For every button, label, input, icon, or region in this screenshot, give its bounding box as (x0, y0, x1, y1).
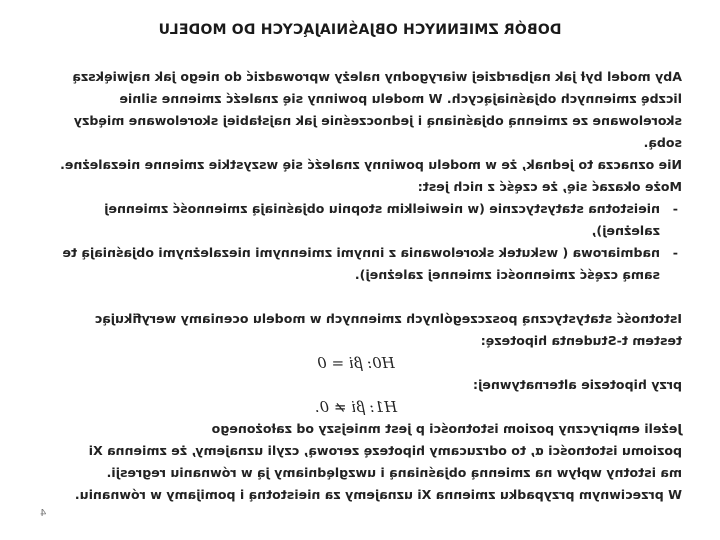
slide-title: DOBÓR ZMIENNYCH OBJAŚNIAJĄCYCH DO MODELU (158, 22, 562, 38)
page-number: 4 (40, 508, 47, 519)
text-line: zależnej), (591, 223, 660, 238)
text-line: W przeciwnym przypadku zmienna Xi uznajemy za nieistotną i pomijamy w równaniu. (74, 487, 682, 502)
text-line: ma istotny wpływ na zmienną objaśnianą i uwzględniamy ją w równaniu regresji. (106, 465, 682, 480)
text-line: liczbę zmiennych objaśniających. W modelu powinny się znaleźć zmienne silnie (119, 91, 682, 106)
text-line: Nie oznacza to jednak, że w modelu powinny znaleźć się wszystkie zmienne niezależne. (60, 157, 682, 172)
spacer (30, 286, 682, 308)
text-line: samą część zmienności zmiennej zależnej). (354, 267, 660, 282)
bullet-item (30, 198, 682, 242)
bullet-marker: - (672, 245, 678, 260)
bullet-item (30, 242, 682, 286)
text-line: skorelowane ze zmienną objaśnianą i jednocześnie jak najsłabiej skorelowane między (73, 113, 682, 128)
text-line: poziomu istotności α, to odrzucamy hipotezę zerową, czyli uznajemy, że zmienna Xi (88, 443, 682, 458)
text-line: sobą. (643, 135, 682, 150)
bullet-marker: - (672, 201, 678, 216)
text-line: nadmiarowa ( wskutek skorelowania z innymi zmiennymi niezależnymi objaśniają te (62, 245, 660, 260)
text-line: nieistotna statystycznie (w niewielkim stopniu objaśniają zmienność zmiennej (104, 201, 660, 216)
text-line: Może okazać się, że część z nich jest: (417, 179, 682, 194)
text-line: przy hipotezie alternatywnej: (472, 377, 682, 392)
text-line: Aby model był jak najbardziej wiarygodny należy wprowadzić do niego jak największą (72, 69, 682, 84)
text-line: Jeżeli empiryczny poziom istotności p jest mniejszy od założonego (211, 421, 682, 436)
text-line: Istotność statystyczną poszczególnych zmiennych w modelu oceniamy weryfikując (94, 311, 682, 326)
text-line: testem t-Studenta hipotezę: (480, 333, 682, 348)
null-hypothesis-formula: H0: βi = 0 (317, 354, 395, 372)
slide-body (30, 66, 682, 506)
alternative-hypothesis-formula: H1: βi ≠ 0. (314, 398, 398, 416)
